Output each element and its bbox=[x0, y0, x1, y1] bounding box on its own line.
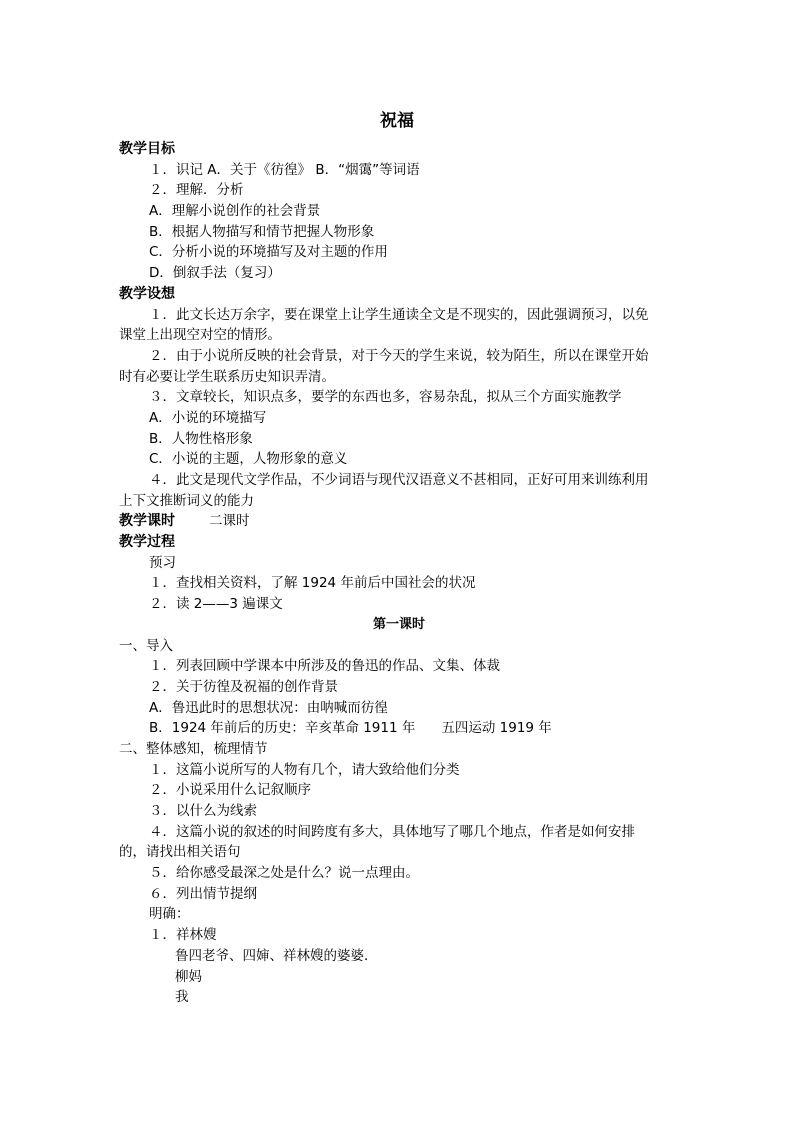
history-1919: 五四运动 1919 年 bbox=[441, 720, 552, 737]
goal-item-c: C．分析小说的环境描写及对主题的作用 bbox=[149, 244, 388, 261]
design-p2-line1: ２．由于小说所反映的社会背景，对于今天的学生来说，较为陌生，所以在课堂开始 bbox=[149, 347, 649, 364]
design-p1-line2: 课堂上出现空对空的情形。 bbox=[119, 327, 281, 344]
part2-item-2: ２．小说采用什么记叙顺序 bbox=[149, 782, 311, 799]
part1-item-2: ２．关于彷徨及祝福的创作背景 bbox=[149, 678, 338, 695]
part2-heading: 二、整体感知，梳理情节 bbox=[119, 740, 268, 757]
part2-item-5: ５．给你感受最深之处是什么？说一点理由。 bbox=[149, 865, 419, 882]
part2-item-6: ６．列出情节提纲 bbox=[149, 885, 257, 902]
goal-item-a: A．理解小说创作的社会背景 bbox=[149, 203, 321, 220]
design-p3: ３．文章较长，知识点多，要学的东西也多，容易杂乱，拟从三个方面实施教学 bbox=[149, 389, 622, 406]
clarify-label: 明确： bbox=[149, 906, 190, 923]
clarify-sub-2: 柳妈 bbox=[175, 968, 202, 985]
goal-item-1: １．识记 A．关于《彷徨》 B．“烟霭”等词语 bbox=[149, 161, 420, 178]
hours-value: 二课时 bbox=[209, 513, 250, 530]
part1-heading: 一、导入 bbox=[119, 637, 173, 654]
part1-item-b bbox=[119, 718, 679, 739]
preview-item-1: １．查找相关资料，了解 1924 年前后中国社会的状况 bbox=[149, 575, 476, 592]
design-p2-line2: 时有必要让学生联系历史知识弄清。 bbox=[119, 368, 335, 385]
hours-row bbox=[119, 511, 679, 532]
heading-teaching-design: 教学设想 bbox=[119, 285, 175, 302]
preview-label: 预习 bbox=[149, 554, 176, 571]
goal-item-d: D．倒叙手法（复习） bbox=[149, 265, 281, 282]
lesson1-title: 第一课时 bbox=[372, 616, 425, 632]
part2-item-4-line1: ４．这篇小说的叙述的时间跨度有多大，具体地写了哪几个地点，作者是如何安排 bbox=[149, 823, 635, 840]
goal-item-b: B．根据人物描写和情节把握人物形象 bbox=[149, 223, 375, 240]
part2-item-3: ３．以什么为线索 bbox=[149, 803, 257, 819]
design-p3-item-c: C．小说的主题，人物形象的意义 bbox=[149, 451, 348, 468]
part1-item-a: A．鲁迅此时的思想状况：由呐喊而彷徨 bbox=[149, 699, 388, 716]
design-p3-item-a: A．小说的环境描写 bbox=[149, 409, 267, 426]
clarify-sub-1: 鲁四老爷、四婶、祥林嫂的婆婆． bbox=[175, 947, 378, 964]
heading-teaching-goal: 教学目标 bbox=[119, 141, 175, 157]
design-p4-line1: ４．此文是现代文学作品，不少词语与现代汉语意义不甚相同，正好可用来训练利用 bbox=[149, 472, 649, 488]
history-1911: B．1924 年前后的历史：辛亥革命 1911 年 bbox=[149, 720, 416, 737]
doc-body bbox=[119, 139, 679, 1008]
doc-title: 祝福 bbox=[380, 111, 414, 131]
heading-teaching-hours: 教学课时 bbox=[119, 513, 175, 530]
design-p4-line2: 上下文推断词义的能力 bbox=[119, 492, 254, 509]
part1-item-1: １．列表回顾中学课本中所涉及的鲁迅的作品、文集、体裁 bbox=[149, 658, 500, 675]
part2-item-4-line2: 的，请找出相关语句 bbox=[119, 844, 241, 861]
part2-item-1: １．这篇小说所写的人物有几个，请大致给他们分类 bbox=[149, 761, 460, 778]
design-p1-line1: １．此文长达万余字，要在课堂上让学生通读全文是不现实的，因此强调预习，以免 bbox=[149, 306, 649, 323]
heading-teaching-process: 教学过程 bbox=[119, 534, 175, 551]
clarify-item-1: １．祥林嫂 bbox=[149, 927, 217, 944]
clarify-sub-3: 我 bbox=[175, 989, 189, 1006]
preview-item-2: ２．读 2——3 遍课文 bbox=[149, 596, 283, 613]
design-p3-item-b: B．人物性格形象 bbox=[149, 430, 253, 447]
goal-item-2: ２．理解．分析 bbox=[149, 182, 244, 199]
